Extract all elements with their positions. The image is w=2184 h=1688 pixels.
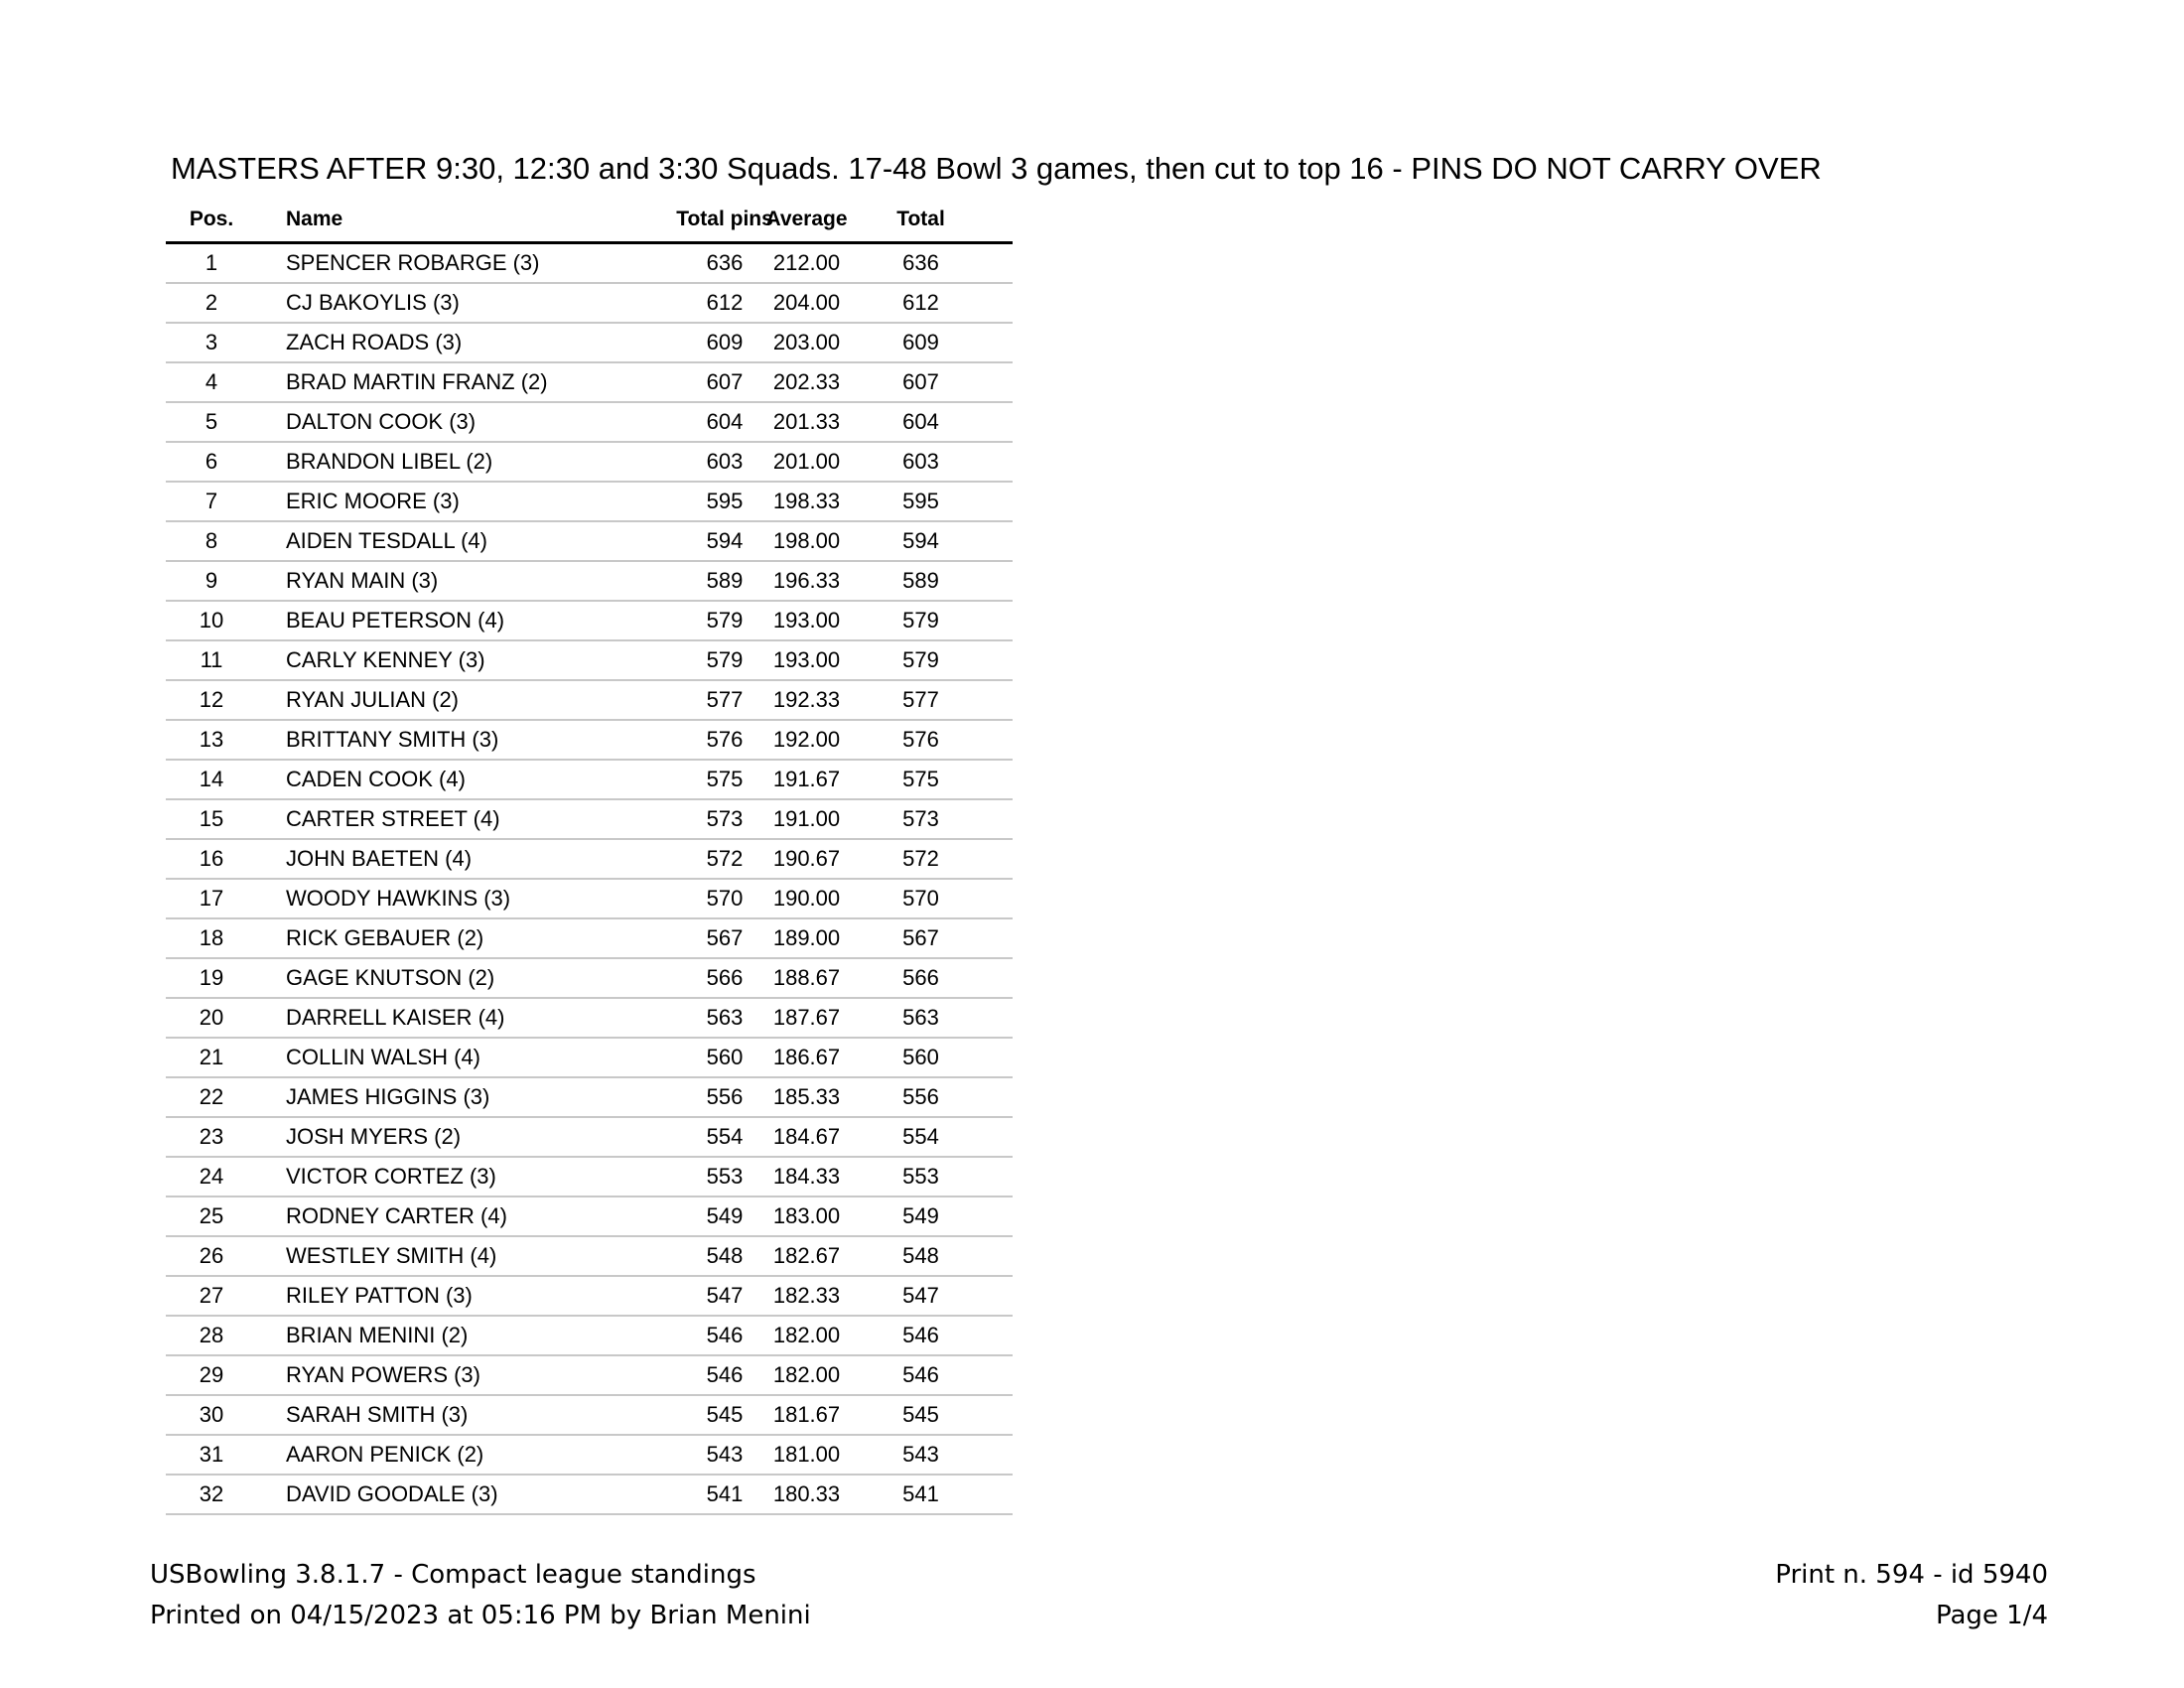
cell-name: AARON PENICK (2) (286, 1442, 484, 1467)
cell-pos: 7 (205, 489, 218, 513)
cell-name: JOSH MYERS (2) (286, 1124, 462, 1149)
cell-total: 576 (902, 727, 939, 752)
cell-average: 193.00 (772, 647, 841, 672)
cell-pos: 18 (199, 925, 224, 950)
table-row (166, 1317, 1013, 1356)
cell-average: 198.33 (772, 489, 841, 513)
cell-pos: 29 (199, 1362, 224, 1387)
cell-average: 187.67 (772, 1005, 841, 1030)
cell-name: DARRELL KAISER (4) (286, 1005, 505, 1030)
cell-pos: 31 (199, 1442, 224, 1467)
cell-pos: 17 (199, 886, 224, 911)
cell-name: RICK GEBAUER (2) (286, 925, 484, 950)
cell-pos: 25 (199, 1203, 224, 1228)
table-row (166, 1197, 1013, 1237)
table-row (166, 919, 1013, 959)
table-row (166, 761, 1013, 800)
cell-name: ZACH ROADS (3) (286, 330, 463, 354)
cell-total: 547 (902, 1283, 939, 1308)
cell-name: COLLIN WALSH (4) (286, 1045, 481, 1069)
cell-total: 560 (902, 1045, 939, 1069)
cell-total-pins: 567 (706, 925, 744, 950)
cell-name: RODNEY CARTER (4) (286, 1203, 507, 1228)
table-row (166, 1277, 1013, 1317)
table-row (166, 721, 1013, 761)
cell-total-pins: 554 (706, 1124, 744, 1149)
cell-pos: 5 (205, 409, 218, 434)
cell-total-pins: 636 (706, 250, 744, 275)
cell-pos: 24 (199, 1164, 224, 1189)
cell-total-pins: 589 (706, 568, 744, 593)
cell-name: JOHN BAETEN (4) (286, 846, 473, 871)
cell-pos: 21 (199, 1045, 224, 1069)
cell-average: 192.00 (772, 727, 841, 752)
cell-pos: 13 (199, 727, 224, 752)
table-row (166, 959, 1013, 999)
table-row (166, 1396, 1013, 1436)
cell-average: 180.33 (772, 1481, 841, 1506)
column-header-total: Total (896, 207, 945, 230)
cell-pos: 16 (199, 846, 224, 871)
cell-average: 188.67 (772, 965, 841, 990)
cell-name: CJ BAKOYLIS (3) (286, 290, 460, 315)
table-row (166, 443, 1013, 483)
cell-total: 609 (902, 330, 939, 354)
cell-total: 607 (902, 369, 939, 394)
cell-pos: 10 (199, 608, 224, 633)
cell-average: 182.33 (772, 1283, 841, 1308)
cell-average: 186.67 (772, 1045, 841, 1069)
cell-total-pins: 548 (706, 1243, 744, 1268)
table-row (166, 284, 1013, 324)
cell-name: RILEY PATTON (3) (286, 1283, 473, 1308)
cell-name: BRITTANY SMITH (3) (286, 727, 499, 752)
cell-total-pins: 570 (706, 886, 744, 911)
cell-pos: 22 (199, 1084, 224, 1109)
cell-average: 183.00 (772, 1203, 841, 1228)
cell-total-pins: 545 (706, 1402, 744, 1427)
cell-total: 579 (902, 608, 939, 633)
cell-name: BEAU PETERSON (4) (286, 608, 505, 633)
cell-average: 182.67 (772, 1243, 841, 1268)
cell-total-pins: 549 (706, 1203, 744, 1228)
cell-total: 579 (902, 647, 939, 672)
cell-name: CADEN COOK (4) (286, 767, 466, 791)
cell-name: DAVID GOODALE (3) (286, 1481, 498, 1506)
cell-total-pins: 541 (706, 1481, 744, 1506)
cell-name: ERIC MOORE (3) (286, 489, 460, 513)
cell-average: 201.33 (772, 409, 841, 434)
table-row (166, 1118, 1013, 1158)
cell-total: 546 (902, 1323, 939, 1347)
cell-total: 567 (902, 925, 939, 950)
cell-average: 203.00 (772, 330, 841, 354)
cell-total: 556 (902, 1084, 939, 1109)
table-row (166, 641, 1013, 681)
column-header-total-pins: Total pins (676, 207, 773, 230)
cell-average: 184.33 (772, 1164, 841, 1189)
cell-total: 603 (902, 449, 939, 474)
table-row (166, 880, 1013, 919)
cell-total: 543 (902, 1442, 939, 1467)
cell-total-pins: 546 (706, 1362, 744, 1387)
cell-total: 566 (902, 965, 939, 990)
cell-average: 204.00 (772, 290, 841, 315)
cell-total: 548 (902, 1243, 939, 1268)
table-row (166, 1356, 1013, 1396)
cell-total: 595 (902, 489, 939, 513)
cell-pos: 27 (199, 1283, 224, 1308)
cell-name: WESTLEY SMITH (4) (286, 1243, 497, 1268)
cell-pos: 1 (205, 250, 218, 275)
page-title: MASTERS AFTER 9:30, 12:30 and 3:30 Squads. 17-48 Bowl 3 games, then cut to top 16 - PINS DO NOT CARRY OVER (171, 151, 1822, 186)
cell-total: 563 (902, 1005, 939, 1030)
table-row (166, 602, 1013, 641)
cell-name: SARAH SMITH (3) (286, 1402, 469, 1427)
cell-total-pins: 576 (706, 727, 744, 752)
cell-name: JAMES HIGGINS (3) (286, 1084, 490, 1109)
cell-total: 636 (902, 250, 939, 275)
cell-total-pins: 563 (706, 1005, 744, 1030)
cell-average: 181.00 (772, 1442, 841, 1467)
cell-total-pins: 609 (706, 330, 744, 354)
table-row (166, 522, 1013, 562)
cell-average: 190.67 (772, 846, 841, 871)
cell-total-pins: 543 (706, 1442, 744, 1467)
cell-pos: 23 (199, 1124, 224, 1149)
table-row (166, 483, 1013, 522)
cell-name: RYAN JULIAN (2) (286, 687, 460, 712)
cell-total-pins: 575 (706, 767, 744, 791)
footer-software: USBowling 3.8.1.7 - Compact league standings (150, 1560, 756, 1590)
table-row (166, 800, 1013, 840)
cell-pos: 28 (199, 1323, 224, 1347)
cell-total-pins: 604 (706, 409, 744, 434)
cell-total-pins: 553 (706, 1164, 744, 1189)
cell-name: AIDEN TESDALL (4) (286, 528, 487, 553)
cell-total-pins: 603 (706, 449, 744, 474)
column-header-average: Average (765, 207, 848, 230)
cell-total: 577 (902, 687, 939, 712)
standings-table (166, 197, 1013, 1515)
table-row (166, 562, 1013, 602)
cell-name: WOODY HAWKINS (3) (286, 886, 511, 911)
table-row (166, 1436, 1013, 1476)
cell-average: 182.00 (772, 1362, 841, 1387)
table-row (166, 681, 1013, 721)
table-row (166, 324, 1013, 363)
cell-total: 589 (902, 568, 939, 593)
footer-page-number: Page 1/4 (1935, 1601, 2048, 1630)
table-row (166, 1078, 1013, 1118)
table-row (166, 363, 1013, 403)
cell-average: 201.00 (772, 449, 841, 474)
cell-name: SPENCER ROBARGE (3) (286, 250, 540, 275)
cell-total-pins: 579 (706, 608, 744, 633)
cell-name: BRAD MARTIN FRANZ (2) (286, 369, 548, 394)
cell-pos: 20 (199, 1005, 224, 1030)
cell-total-pins: 594 (706, 528, 744, 553)
table-row (166, 999, 1013, 1039)
cell-total: 549 (902, 1203, 939, 1228)
cell-name: DALTON COOK (3) (286, 409, 477, 434)
table-row (166, 244, 1013, 284)
table-header (166, 197, 1013, 244)
cell-total: 541 (902, 1481, 939, 1506)
cell-total-pins: 579 (706, 647, 744, 672)
cell-pos: 4 (205, 369, 218, 394)
cell-name: CARLY KENNEY (3) (286, 647, 485, 672)
cell-pos: 15 (199, 806, 224, 831)
cell-name: GAGE KNUTSON (2) (286, 965, 495, 990)
cell-name: BRANDON LIBEL (2) (286, 449, 493, 474)
cell-total-pins: 566 (706, 965, 744, 990)
cell-pos: 32 (199, 1481, 224, 1506)
cell-total: 573 (902, 806, 939, 831)
cell-total-pins: 572 (706, 846, 744, 871)
cell-pos: 11 (200, 647, 223, 672)
cell-average: 185.33 (772, 1084, 841, 1109)
cell-pos: 12 (199, 687, 224, 712)
cell-total-pins: 612 (706, 290, 744, 315)
table-body (166, 244, 1013, 1515)
cell-pos: 26 (199, 1243, 224, 1268)
cell-total: 575 (902, 767, 939, 791)
cell-pos: 9 (205, 568, 218, 593)
cell-average: 198.00 (772, 528, 841, 553)
cell-average: 182.00 (772, 1323, 841, 1347)
cell-average: 191.67 (772, 767, 841, 791)
table-row (166, 1237, 1013, 1277)
cell-total: 570 (902, 886, 939, 911)
cell-average: 181.67 (772, 1402, 841, 1427)
cell-average: 191.00 (772, 806, 841, 831)
cell-average: 192.33 (772, 687, 841, 712)
cell-name: RYAN MAIN (3) (286, 568, 439, 593)
cell-pos: 30 (199, 1402, 224, 1427)
table-row (166, 840, 1013, 880)
cell-total: 545 (902, 1402, 939, 1427)
cell-average: 212.00 (772, 250, 841, 275)
cell-total-pins: 573 (706, 806, 744, 831)
cell-total: 604 (902, 409, 939, 434)
cell-total-pins: 547 (706, 1283, 744, 1308)
cell-pos: 6 (205, 449, 218, 474)
cell-pos: 3 (205, 330, 218, 354)
cell-total-pins: 560 (706, 1045, 744, 1069)
cell-name: CARTER STREET (4) (286, 806, 500, 831)
cell-name: VICTOR CORTEZ (3) (286, 1164, 496, 1189)
footer-right (1775, 1555, 2048, 1636)
cell-average: 184.67 (772, 1124, 841, 1149)
footer-print-id: Print n. 594 - id 5940 (1775, 1560, 2048, 1590)
cell-average: 202.33 (772, 369, 841, 394)
cell-total: 546 (902, 1362, 939, 1387)
cell-total-pins: 556 (706, 1084, 744, 1109)
cell-total: 554 (902, 1124, 939, 1149)
cell-average: 193.00 (772, 608, 841, 633)
cell-name: RYAN POWERS (3) (286, 1362, 480, 1387)
table-row (166, 1158, 1013, 1197)
cell-average: 190.00 (772, 886, 841, 911)
cell-total: 612 (902, 290, 939, 315)
cell-total: 594 (902, 528, 939, 553)
footer-printed-on: Printed on 04/15/2023 at 05:16 PM by Brian Menini (150, 1601, 811, 1630)
table-row (166, 1476, 1013, 1515)
cell-total-pins: 607 (706, 369, 744, 394)
cell-pos: 19 (199, 965, 224, 990)
cell-total-pins: 595 (706, 489, 744, 513)
cell-total-pins: 577 (706, 687, 744, 712)
cell-average: 189.00 (772, 925, 841, 950)
cell-pos: 14 (199, 767, 224, 791)
cell-total: 553 (902, 1164, 939, 1189)
column-header-name: Name (286, 207, 343, 230)
column-header-pos: Pos. (189, 207, 234, 230)
footer-left (150, 1555, 811, 1636)
cell-name: BRIAN MENINI (2) (286, 1323, 469, 1347)
cell-pos: 2 (205, 290, 218, 315)
cell-pos: 8 (205, 528, 218, 553)
cell-total: 572 (902, 846, 939, 871)
table-row (166, 403, 1013, 443)
cell-average: 196.33 (772, 568, 841, 593)
cell-total-pins: 546 (706, 1323, 744, 1347)
table-row (166, 1039, 1013, 1078)
